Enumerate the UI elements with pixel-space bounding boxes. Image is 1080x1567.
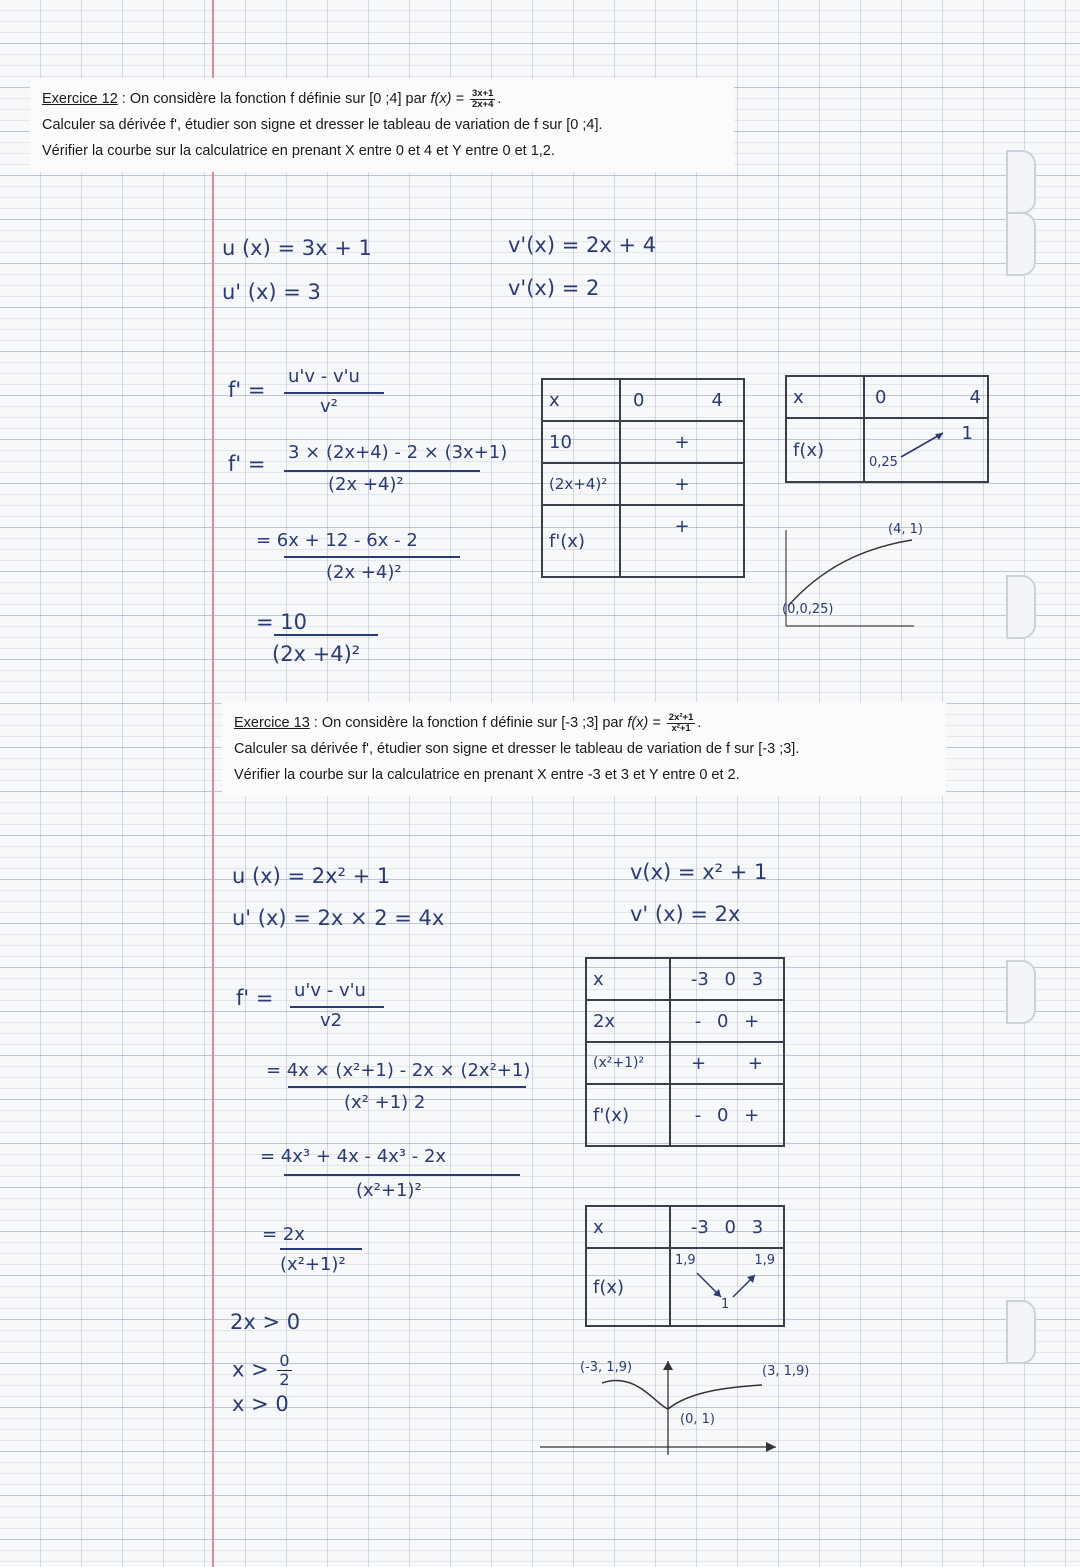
exercise-13-statement: Exercice 13 : On considère la fonction f définie sur [-3 ;3] par f(x) = $\frac{\text{2x²+1}}{\text{x²+1}}$ . Calculer sa dérivée f', étudier son signe et dresser le tableau de variation de f sur [-3 ;3]. Vérifier la courbe sur la calculatrice en prenant X entre -3 et 3 et Y entre 0 et 2.	[222, 702, 946, 796]
exercise-12-instruction: Calculer sa dérivée f', étudier son signe et dresser le tableau de variation de f sur [0 ;4].	[42, 117, 603, 133]
table-sign: +	[620, 505, 744, 577]
table-row-label: (2x+4)²	[542, 463, 620, 505]
inequality-3: x > 0	[232, 1392, 289, 1416]
step3-denominator: (x²+1)²	[280, 1254, 346, 1275]
binder-hole	[1006, 960, 1036, 1024]
step3-numerator: = 10	[256, 610, 307, 634]
fraction-bar	[280, 1248, 362, 1250]
left-value: 1,9	[675, 1253, 696, 1268]
table-row-label: (x²+1)²	[586, 1042, 670, 1084]
increasing-arrow	[899, 429, 949, 459]
binder-hole	[1006, 212, 1036, 276]
right-value: 1,9	[754, 1253, 775, 1268]
fprime-label: f' =	[228, 452, 266, 476]
step1-denominator: (x² +1) 2	[344, 1092, 426, 1113]
binder-hole	[1006, 150, 1036, 214]
fraction-bar	[284, 470, 480, 472]
table-header-x: x	[786, 376, 864, 418]
min-point-label: (0, 1)	[680, 1412, 715, 1427]
step1-denominator: (2x +4)²	[328, 474, 404, 495]
exercise-13-title: Exercice 13	[234, 715, 310, 731]
table-row-label: f(x)	[586, 1248, 670, 1326]
quotient-rule-denominator: v2	[320, 1010, 343, 1031]
sign-row: + +	[670, 1042, 784, 1084]
function-fraction: $\frac{3x+1}{2x+4}$	[471, 87, 494, 110]
curve-sketch-ex13	[540, 1355, 790, 1460]
table-row-label: 2x	[586, 1000, 670, 1042]
function-fraction: $\frac{\text{2x²+1}}{\text{x²+1}}$	[668, 711, 694, 734]
min-value: 1	[721, 1297, 730, 1312]
fraction-bar	[290, 1006, 384, 1008]
right-point-label: (3, 1,9)	[762, 1364, 810, 1379]
u-definition: u (x) = 2x² + 1	[232, 864, 391, 888]
variation-table-ex13	[585, 1205, 785, 1327]
fraction-bar	[284, 392, 384, 394]
step1-numerator: = 4x × (x²+1) - 2x × (2x²+1)	[266, 1060, 531, 1081]
variation-table-ex12	[785, 375, 989, 483]
u-derivative: u' (x) = 2x × 2 = 4x	[232, 906, 445, 930]
fraction-bar	[274, 634, 378, 636]
sign-table-ex12	[541, 378, 745, 578]
margin-line	[212, 0, 214, 1567]
step2-denominator: (2x +4)²	[326, 562, 402, 583]
v-derivative: v' (x) = 2x	[630, 902, 741, 926]
end-point-label: (4, 1)	[888, 522, 923, 537]
variation-arrows	[693, 1269, 763, 1305]
exercise-12-title: Exercice 12	[42, 91, 118, 107]
quotient-rule-numerator: u'v - v'u	[288, 366, 360, 387]
table-header-x: x	[542, 379, 620, 421]
exercise-12-statement: Exercice 12 : On considère la fonction f définie sur [0 ;4] par f(x) = $\frac{3x+1}{2x+4}$ . Calculer sa dérivée f', étudier son signe et dresser le tableau de variation de f sur [0 ;4]. Vérifier la courbe sur la calculatrice en prenant X entre 0 et 4 et Y entre 0 et 1,2.	[30, 78, 734, 172]
sign-row: - 0 +	[670, 1000, 784, 1042]
exercise-13-instruction: Calculer sa dérivée f', étudier son signe et dresser le tableau de variation de f sur [-3 ;3].	[234, 741, 800, 757]
left-point-label: (-3, 1,9)	[580, 1360, 633, 1375]
table-row-label: f'(x)	[586, 1084, 670, 1146]
v-definition: v'(x) = 2x + 4	[508, 233, 657, 257]
table-header-values: -3 0 3	[670, 1206, 784, 1248]
sign-row: - 0 +	[670, 1084, 784, 1146]
inequality-1: 2x > 0	[230, 1310, 301, 1334]
u-definition: u (x) = 3x + 1	[222, 236, 372, 260]
fprime-label: f' =	[228, 378, 266, 402]
fraction-bar	[288, 1086, 526, 1088]
start-value: 0,25	[869, 455, 898, 470]
v-derivative: v'(x) = 2	[508, 276, 600, 300]
table-header-values: 0 4	[864, 376, 988, 418]
table-sign: +	[620, 463, 744, 505]
start-point-label: (0,0,25)	[782, 602, 834, 617]
step2-denominator: (x²+1)²	[356, 1180, 422, 1201]
sign-table-ex13	[585, 957, 785, 1147]
variation-cell	[864, 418, 988, 482]
step2-numerator: = 4x³ + 4x - 4x³ - 2x	[260, 1146, 447, 1167]
binder-hole	[1006, 575, 1036, 639]
exercise-13-calculator-hint: Vérifier la courbe sur la calculatrice en prenant X entre -3 et 3 et Y entre 0 et 2.	[234, 767, 740, 783]
table-header-x: x	[586, 958, 670, 1000]
v-definition: v(x) = x² + 1	[630, 860, 768, 884]
table-row-label: 10	[542, 421, 620, 463]
step1-numerator: 3 × (2x+4) - 2 × (3x+1)	[288, 442, 508, 463]
quotient-rule-numerator: u'v - v'u	[294, 980, 366, 1001]
table-row-label: f(x)	[786, 418, 864, 482]
table-header-values: 0 4	[620, 379, 744, 421]
quotient-rule-denominator: v²	[320, 396, 338, 417]
exercise-12-calculator-hint: Vérifier la courbe sur la calculatrice en prenant X entre 0 et 4 et Y entre 0 et 1,2.	[42, 143, 555, 159]
fprime-label: f' =	[236, 986, 274, 1010]
table-header-x: x	[586, 1206, 670, 1248]
table-header-values: -3 0 3	[670, 958, 784, 1000]
table-row-label: f'(x)	[542, 505, 620, 577]
fraction-bar	[284, 1174, 520, 1176]
step2-numerator: = 6x + 12 - 6x - 2	[256, 530, 418, 551]
inequality-2: x > $\frac{0}{2}$	[232, 1351, 290, 1389]
end-value: 1	[961, 423, 973, 444]
table-sign: +	[620, 421, 744, 463]
u-derivative: u' (x) = 3	[222, 280, 321, 304]
binder-hole	[1006, 1300, 1036, 1364]
fraction-bar	[284, 556, 460, 558]
step3-numerator: = 2x	[262, 1224, 305, 1245]
step3-denominator: (2x +4)²	[272, 642, 361, 666]
variation-cell	[670, 1248, 784, 1326]
